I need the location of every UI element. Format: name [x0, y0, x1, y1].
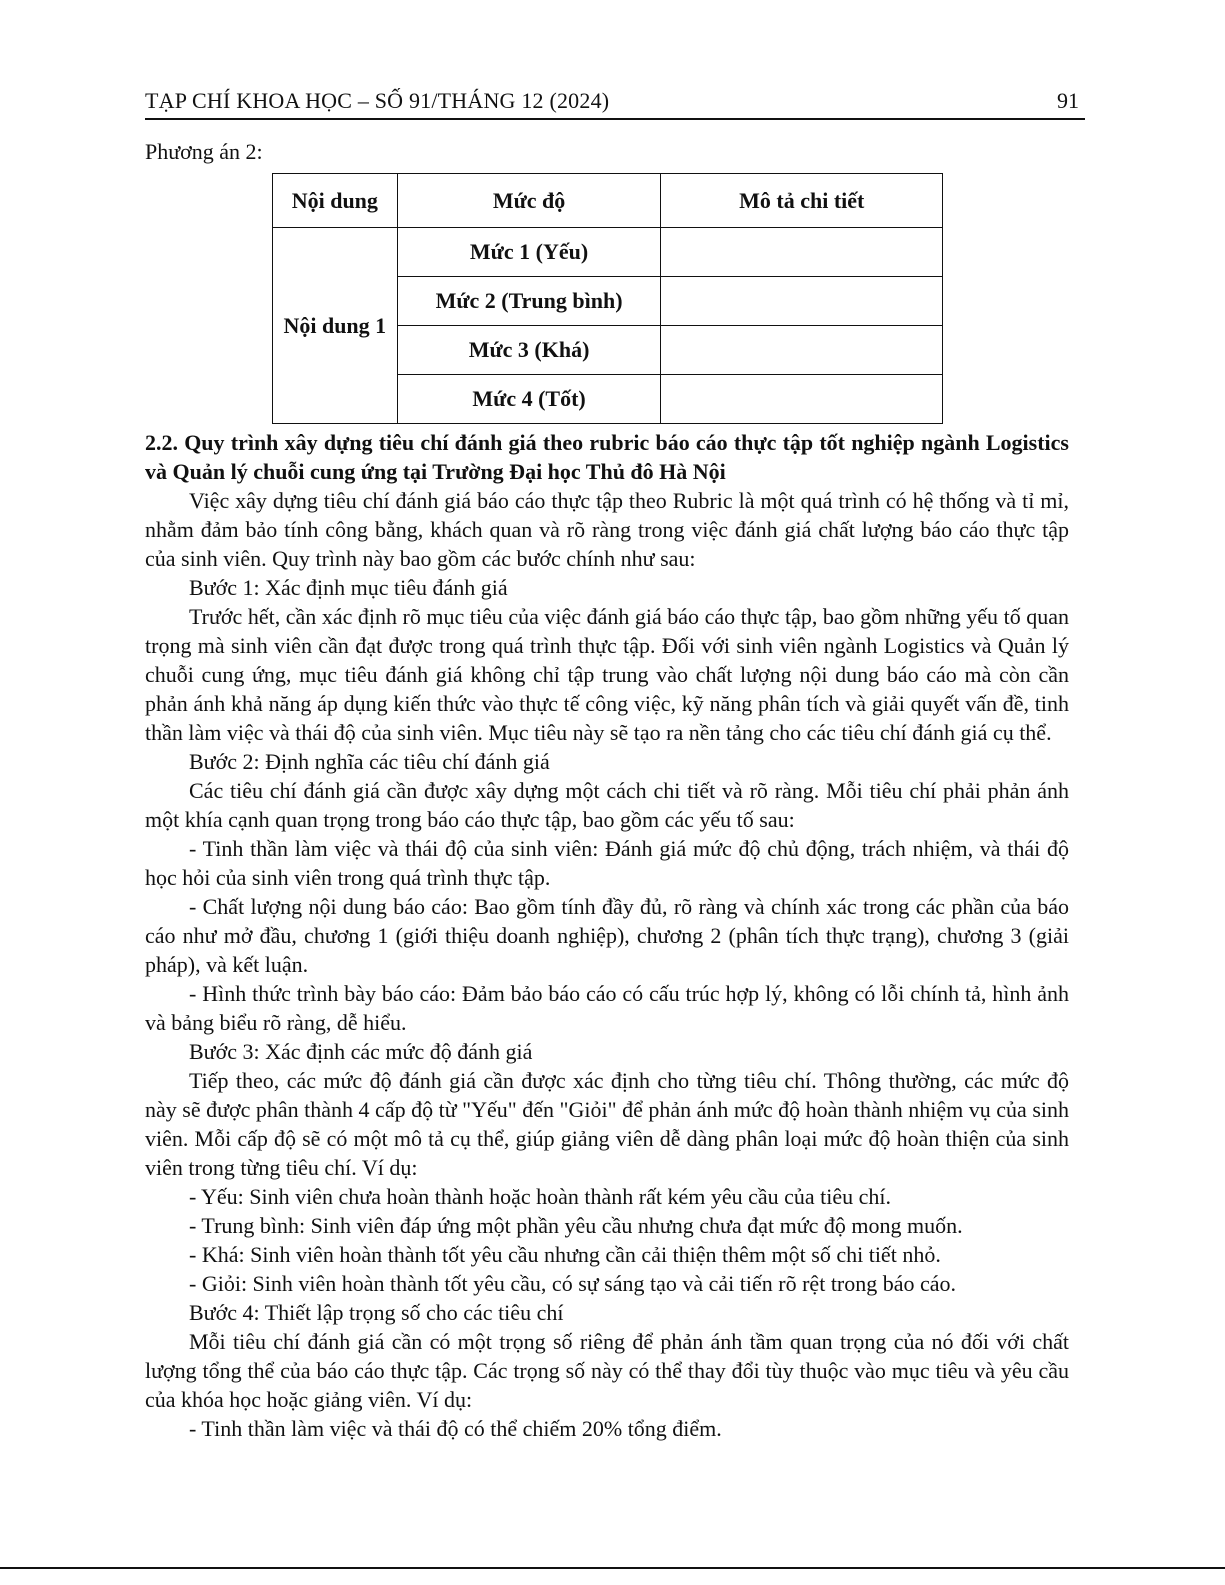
option-label: Phương án 2:: [145, 139, 263, 164]
level-cell: Mức 3 (Khá): [397, 326, 661, 375]
step-heading: Bước 3: Xác định các mức độ đánh giá: [189, 1039, 533, 1064]
step-heading: Bước 2: Định nghĩa các tiêu chí đánh giá: [189, 749, 550, 774]
list-item: - Yếu: Sinh viên chưa hoàn thành hoặc hoàn thành rất kém yêu cầu của tiêu chí.: [189, 1184, 892, 1209]
step-heading: Bước 4: Thiết lập trọng số cho các tiêu chí: [189, 1300, 564, 1325]
table-header-row: [273, 174, 943, 228]
step-heading: Bước 1: Xác định mục tiêu đánh giá: [189, 575, 508, 600]
list-item: - Tinh thần làm việc và thái độ có thể chiếm 20% tổng điểm.: [189, 1416, 722, 1441]
description-cell: [661, 228, 943, 277]
list-item: - Khá: Sinh viên hoàn thành tốt yêu cầu nhưng cần cải thiện thêm một số chi tiết nhỏ.: [189, 1242, 941, 1267]
level-cell: Mức 1 (Yếu): [397, 228, 661, 277]
rubric-table: [272, 173, 943, 424]
footer-rule: [0, 1567, 1225, 1569]
list-item: - Chất lượng nội dung báo cáo: Bao gồm tính đầy đủ, rõ ràng và chính xác trong các phần của báo cáo như mở đầu, chương 1 (giới thiệu doanh nghiệp), chương 2 (phân tích thực trạng), chương 3 (giải pháp), và kết luận.: [145, 894, 1069, 977]
paragraph: Trước hết, cần xác định rõ mục tiêu của việc đánh giá báo cáo thực tập, bao gồm những yếu tố quan trọng mà sinh viên cần đạt được trong quá trình thực tập. Đối với sinh viên ngành Logistics và Quản lý chuỗi cung ứng, mục tiêu đánh giá không chỉ tập trung vào chất lượng nội dung báo cáo mà còn cần phản ánh khả năng áp dụng kiến thức vào thực tế công việc, kỹ năng phân tích và giải quyết vấn đề, tinh thần làm việc và thái độ của sinh viên. Mục tiêu này sẽ tạo ra nền tảng cho các tiêu chí đánh giá cụ thể.: [145, 604, 1069, 745]
list-item: - Giỏi: Sinh viên hoàn thành tốt yêu cầu, có sự sáng tạo và cải tiến rõ rệt trong báo cáo.: [189, 1271, 957, 1296]
header-content: Nội dung: [273, 174, 398, 228]
section-2-2: [145, 428, 1069, 1443]
paragraph: Các tiêu chí đánh giá cần được xây dựng một cách chi tiết và rõ ràng. Mỗi tiêu chí phải phản ánh một khía cạnh quan trọng trong báo cáo thực tập, bao gồm các yếu tố sau:: [145, 778, 1069, 832]
paragraph: Việc xây dựng tiêu chí đánh giá báo cáo thực tập theo Rubric là một quá trình có hệ thống và tỉ mỉ, nhằm đảm bảo tính công bằng, khách quan và rõ ràng trong việc đánh giá chất lượng báo cáo thực tập của sinh viên. Quy trình này bao gồm các bước chính như sau:: [145, 488, 1069, 571]
header-rule: [145, 118, 1085, 120]
header-level: Mức độ: [397, 174, 661, 228]
running-header: [145, 86, 1083, 116]
section-heading: 2.2. Quy trình xây dựng tiêu chí đánh giá theo rubric báo cáo thực tập tốt nghiệp ngành Logistics và Quản lý chuỗi cung ứng tại Trường Đại học Thủ đô Hà Nội: [145, 430, 1069, 484]
list-item: - Hình thức trình bày báo cáo: Đảm bảo báo cáo có cấu trúc hợp lý, không có lỗi chính tả, hình ảnh và bảng biểu rõ ràng, dễ hiểu.: [145, 981, 1069, 1035]
paragraph: Tiếp theo, các mức độ đánh giá cần được xác định cho từng tiêu chí. Thông thường, các mức độ này sẽ được phân thành 4 cấp độ từ "Yếu" đến "Giỏi" để phản ánh mức độ hoàn thành nhiệm vụ của sinh viên. Mỗi cấp độ sẽ có một mô tả cụ thể, giúp giảng viên dễ dàng phân loại mức độ hoàn thiện của sinh viên trong từng tiêu chí. Ví dụ:: [145, 1068, 1069, 1180]
list-item: - Trung bình: Sinh viên đáp ứng một phần yêu cầu nhưng chưa đạt mức độ mong muốn.: [189, 1213, 963, 1238]
table-row: [273, 228, 943, 277]
description-cell: [661, 375, 943, 424]
journal-title: TẠP CHÍ KHOA HỌC – SỐ 91/THÁNG 12 (2024): [145, 88, 610, 113]
page-number: 91: [1057, 88, 1079, 113]
group-label-cell: Nội dung 1: [273, 228, 398, 424]
header-description: Mô tả chi tiết: [661, 174, 943, 228]
list-item: - Tinh thần làm việc và thái độ của sinh viên: Đánh giá mức độ chủ động, trách nhiệm, và thái độ học hỏi của sinh viên trong quá trình thực tập.: [145, 836, 1069, 890]
description-cell: [661, 326, 943, 375]
level-cell: Mức 2 (Trung bình): [397, 277, 661, 326]
level-cell: Mức 4 (Tốt): [397, 375, 661, 424]
description-cell: [661, 277, 943, 326]
paragraph: Mỗi tiêu chí đánh giá cần có một trọng số riêng để phản ánh tầm quan trọng của nó đối với chất lượng tổng thể của báo cáo thực tập. Các trọng số này có thể thay đổi tùy thuộc vào mục tiêu và yêu cầu của khóa học hoặc giảng viên. Ví dụ:: [145, 1329, 1069, 1412]
